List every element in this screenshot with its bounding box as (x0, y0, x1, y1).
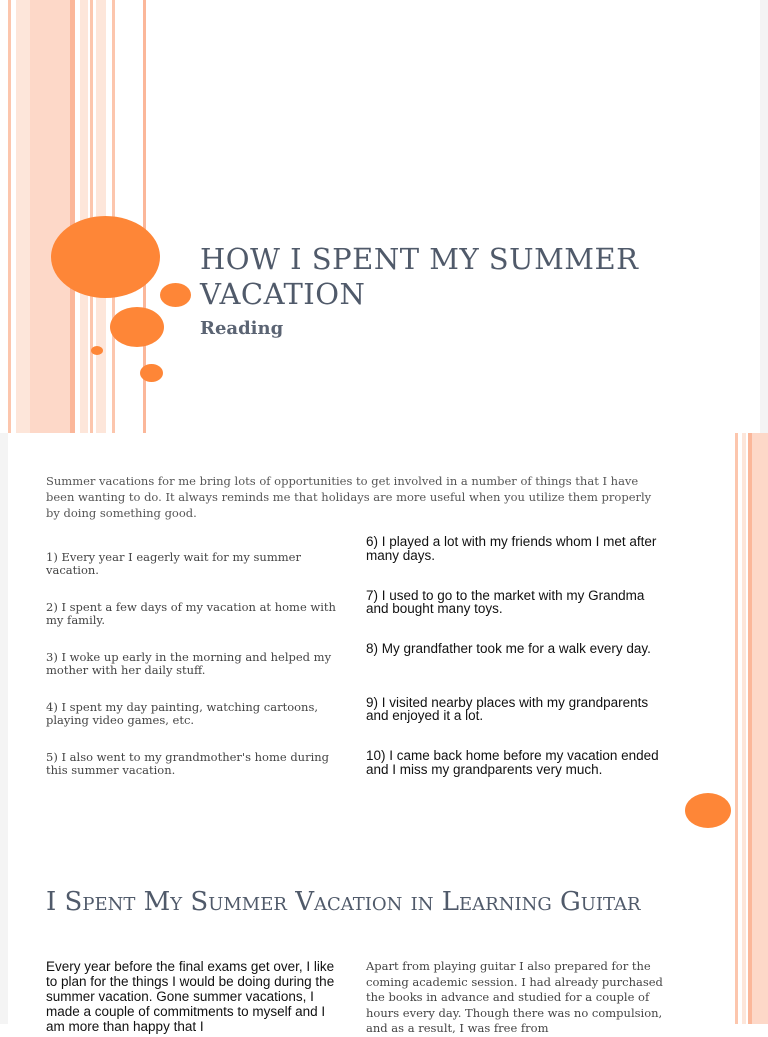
body-text-right: Apart from playing guitar I also prepared for the coming academic session. I had already purchased the books in advance and studied for a couple of hours every day. Though there was no compulsion, and as a result, I was free from (366, 959, 663, 1035)
list-slide (0, 433, 768, 851)
decorative-stripe (80, 0, 88, 433)
list-item: 5) I also went to my grandmother's home during this summer vacation. (46, 750, 330, 777)
slide-subtitle: Reading (200, 318, 284, 339)
decorative-stripe (742, 433, 746, 851)
decorative-stripe (735, 433, 738, 851)
right-list (366, 535, 666, 803)
decorative-stripe (0, 433, 8, 851)
list-item: 7) I used to go to the market with my Grandma and bought many toys. (366, 587, 645, 616)
title-slide (0, 0, 768, 433)
decorative-circle-large (51, 216, 160, 298)
decorative-circle-medium (110, 307, 164, 347)
decorative-circle-small (140, 364, 163, 382)
list-item: 2) I spent a few days of my vacation at home with my family. (46, 600, 336, 627)
list-item: 3) I woke up early in the morning and helped my mother with her daily stuff. (46, 650, 332, 677)
list-item: 1) Every year I eagerly wait for my summer vacation. (46, 550, 301, 577)
decorative-stripe (30, 0, 70, 433)
guitar-slide (0, 851, 768, 1035)
list-item: 4) I spent my day painting, watching cartoons, playing video games, etc. (46, 700, 319, 727)
decorative-circle (685, 793, 731, 828)
list-item: 10) I came back home before my vacation ended and I miss my grandparents very much. (366, 748, 659, 777)
section-heading: I Spent My Summer Vacation in Learning Guitar (46, 887, 641, 917)
decorative-stripe (0, 851, 8, 1024)
decorative-stripe (752, 433, 768, 851)
decorative-stripe (70, 0, 75, 433)
decorative-stripe (752, 851, 768, 1024)
decorative-stripe (760, 0, 768, 433)
slide-title: HOW I SPENT MY SUMMER VACATION (200, 242, 639, 311)
decorative-stripe (8, 0, 11, 433)
body-text-left: Every year before the final exams get over, I like to plan for the things I would be doing during the summer vacation. Gone summer vacations, I made a couple of commitments to myself and I am more than happy that I (46, 959, 335, 1034)
decorative-stripe (742, 851, 746, 1024)
decorative-circle-dot (91, 346, 103, 355)
intro-paragraph: Summer vacations for me bring lots of opportunities to get involved in a number of things that I have been wanting to do. It always reminds me that holidays are more useful when you utilize them properly by doing something good. (46, 474, 652, 520)
list-item: 6) I played a lot with my friends whom I met after many days. (366, 534, 657, 563)
left-list (46, 551, 346, 801)
decorative-stripe (735, 851, 738, 1024)
decorative-circle-small (160, 283, 191, 307)
list-item: 8) My grandfather took me for a walk every day. (366, 641, 651, 656)
list-item: 9) I visited nearby places with my grandparents and enjoyed it a lot. (366, 694, 649, 723)
decorative-stripe (16, 0, 30, 433)
